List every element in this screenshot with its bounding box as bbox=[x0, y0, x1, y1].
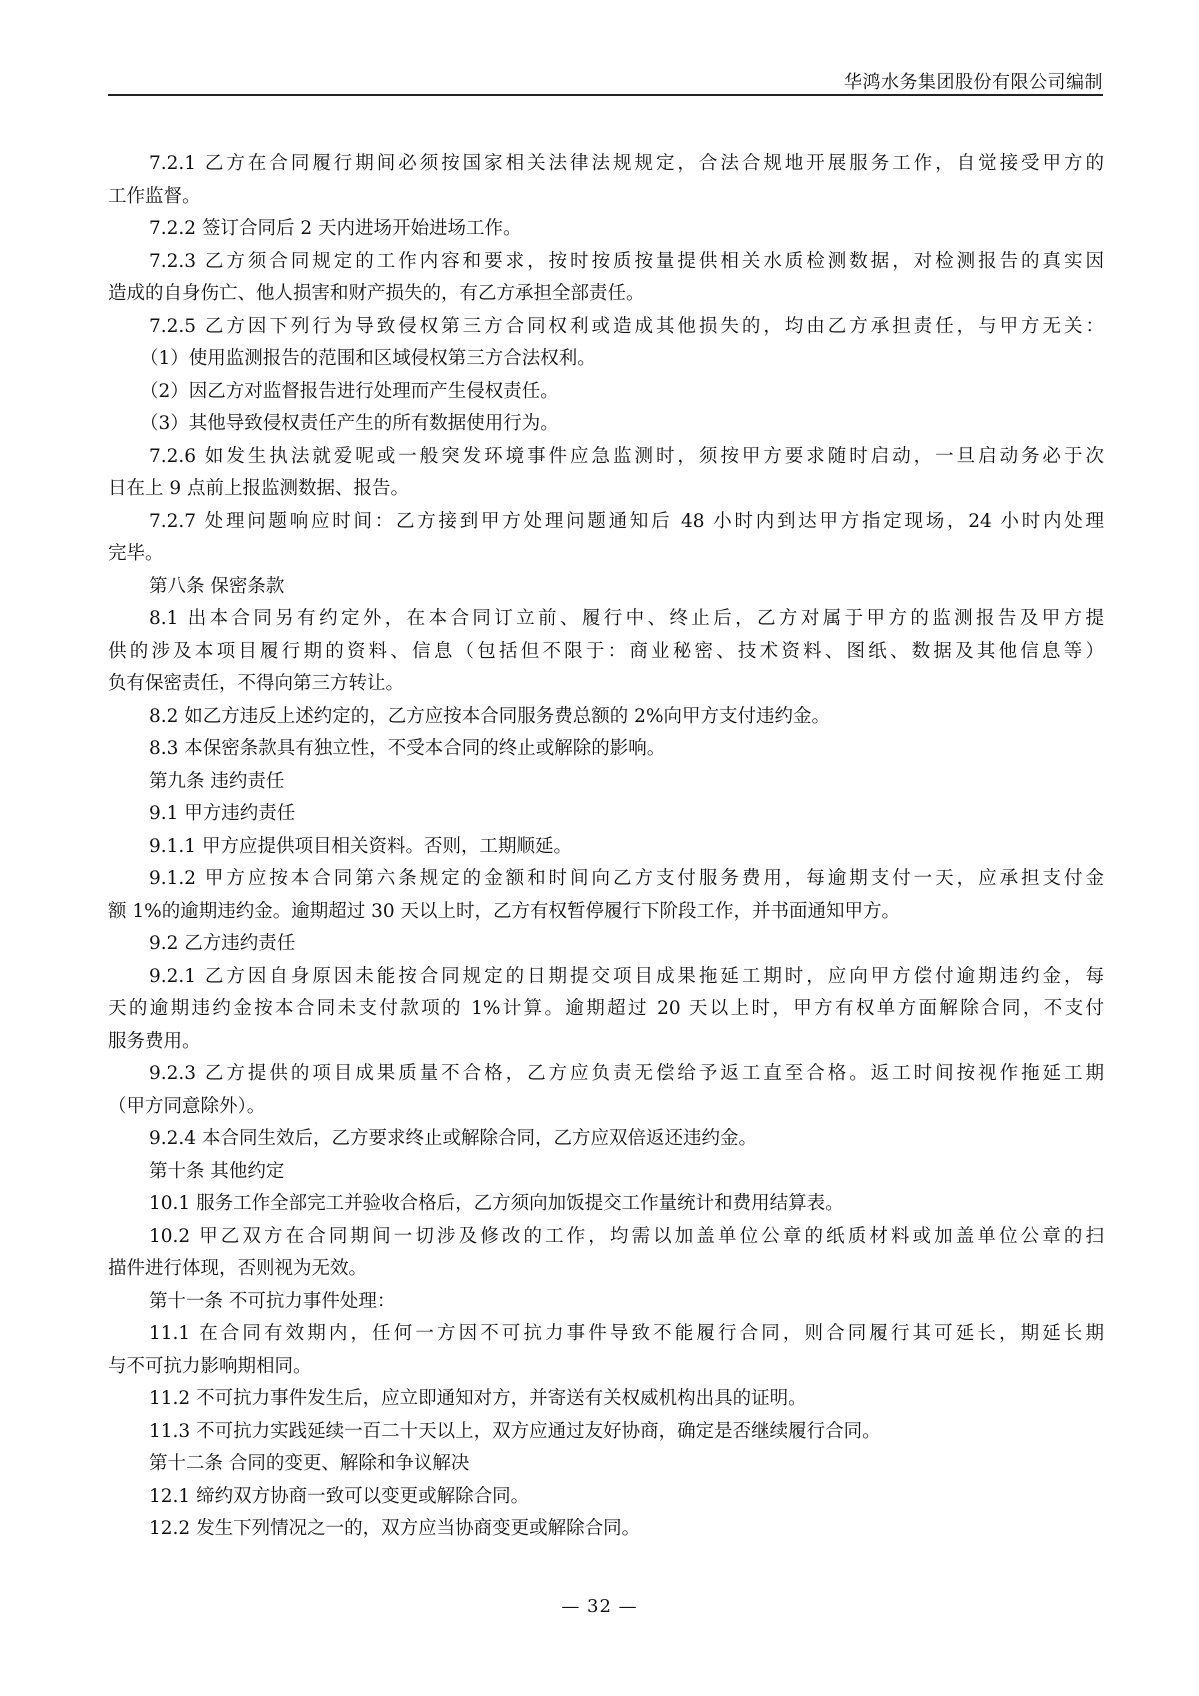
text-line: 日在上 9 点前上报监测数据、报告。 bbox=[108, 478, 410, 499]
text-line: 7.2.6 如发生执法就爱呢或一般突发环境事件应急监测时，须按甲方要求随时启动，一旦启动务必于次 bbox=[149, 445, 1104, 467]
text-line: 工作监督。 bbox=[108, 185, 201, 207]
text-line: 8.3 本保密条款具有独立性，不受本合同的终止或解除的影响。 bbox=[149, 738, 666, 759]
text-line: 描件进行体现，否则视为无效。 bbox=[108, 1258, 368, 1279]
text-line: 第十一条 不可抗力事件处理： bbox=[149, 1290, 396, 1312]
text-line: 9.1 甲方违约责任 bbox=[149, 803, 296, 824]
text-line: （1）使用监测报告的范围和区域侵权第三方合法权利。 bbox=[140, 348, 596, 369]
header-organization: 华鸿水务集团股份有限公司编制 bbox=[844, 72, 1103, 93]
text-line: 10.1 服务工作全部完工并验收合格后，乙方须向加饭提交工作量统计和费用结算表。 bbox=[149, 1193, 844, 1214]
text-line: 12.2 发生下列情况之一的，双方应当协商变更或解除合同。 bbox=[149, 1518, 641, 1539]
text-line: 第十二条 合同的变更、解除和争议解决 bbox=[149, 1453, 470, 1474]
page-header bbox=[108, 68, 1103, 96]
text-line: 10.2 甲乙双方在合同期间一切涉及修改的工作，均需以加盖单位公章的纸质材料或加盖单位公章的扫 bbox=[149, 1225, 1104, 1247]
text-line: 9.2.4 本合同生效后，乙方要求终止或解除合同，乙方应双倍返还违约金。 bbox=[149, 1128, 757, 1149]
text-line: 第九条 违约责任 bbox=[149, 770, 285, 792]
text-line: 额 1%的逾期违约金。逾期超过 30 天以上时，乙方有权暂停履行下阶段工作，并书面通知甲方。 bbox=[108, 900, 901, 922]
text-line: 第八条 保密条款 bbox=[149, 575, 285, 597]
text-line: 7.2.2 签订合同后 2 天内进场开始进场工作。 bbox=[149, 218, 522, 239]
text-line: 负有保密责任，不得向第三方转让。 bbox=[108, 673, 405, 694]
text-line: 12.1 缔约双方协商一致可以变更或解除合同。 bbox=[149, 1485, 530, 1507]
text-line: 11.2 不可抗力事件发生后，应立即通知对方，并寄送有关权威机构出具的证明。 bbox=[149, 1388, 807, 1409]
text-line: 造成的自身伤亡、他人损害和财产损失的，有乙方承担全部责任。 bbox=[108, 283, 645, 304]
text-line: 服务费用。 bbox=[108, 1030, 201, 1052]
text-line: 11.3 不可抗力实践延续一百二十天以上，双方应通过友好协商，确定是否继续履行合同。 bbox=[149, 1420, 881, 1442]
text-line: 7.2.3 乙方须合同规定的工作内容和要求，按时按质按量提供相关水质检测数据，对检测报告的真实因 bbox=[149, 250, 1104, 272]
text-line: 7.2.7 处理问题响应时间：乙方接到甲方处理问题通知后 48 小时内到达甲方指定现场，24 小时内处理 bbox=[149, 510, 1104, 532]
page-number: — 32 — bbox=[561, 1596, 638, 1617]
text-line: 8.1 出本合同另有约定外，在本合同订立前、履行中、终止后，乙方对属于甲方的监测报告及甲方提 bbox=[149, 608, 1104, 629]
text-line: 与不可抗力影响期相同。 bbox=[108, 1355, 312, 1377]
text-line: 9.1.2 甲方应按本合同第六条规定的金额和时间向乙方支付服务费用，每逾期支付一天，应承担支付金 bbox=[149, 868, 1104, 889]
text-line: 11.1 在合同有效期内，任何一方因不可抗力事件导致不能履行合同，则合同履行其可延长，期延长期 bbox=[149, 1323, 1104, 1344]
text-line: 9.2.3 乙方提供的项目成果质量不合格，乙方应负责无偿给予返工直至合格。返工时间按视作拖延工期 bbox=[149, 1063, 1104, 1084]
text-line: 完毕。 bbox=[108, 543, 164, 564]
text-line: 9.2.1 乙方因自身原因未能按合同规定的日期提交项目成果拖延工期时，应向甲方偿付逾期违约金，每 bbox=[149, 965, 1104, 987]
text-line: 8.2 如乙方违反上述约定的，乙方应按本合同服务费总额的 2%向甲方支付违约金。 bbox=[149, 705, 831, 727]
text-line: 7.2.1 乙方在合同履行期间必须按国家相关法律法规规定，合法合规地开展服务工作，自觉接受甲方的 bbox=[149, 153, 1104, 174]
text-line: 第十条 其他约定 bbox=[149, 1160, 285, 1182]
text-line: 天的逾期违约金按本合同未支付款项的 1%计算。逾期超过 20 天以上时，甲方有权单方面解除合同，不支付 bbox=[108, 998, 1104, 1019]
text-line: （3）其他导致侵权责任产生的所有数据使用行为。 bbox=[140, 413, 559, 434]
text-line: 7.2.5 乙方因下列行为导致侵权第三方合同权利或造成其他损失的，均由乙方承担责任，与甲方无关： bbox=[149, 315, 1104, 337]
text-line: （2）因乙方对监督报告进行处理而产生侵权责任。 bbox=[140, 380, 559, 402]
text-line: （甲方同意除外）。 bbox=[108, 1095, 266, 1117]
text-line: 9.1.1 甲方应提供项目相关资料。否则，工期顺延。 bbox=[149, 835, 572, 857]
text-line: 9.2 乙方违约责任 bbox=[149, 933, 296, 954]
document-body bbox=[108, 148, 1104, 1546]
text-line: 供的涉及本项目履行期的资料、信息（包括但不限于：商业秘密、技术资料、图纸、数据及其他信息等） bbox=[108, 640, 1104, 662]
